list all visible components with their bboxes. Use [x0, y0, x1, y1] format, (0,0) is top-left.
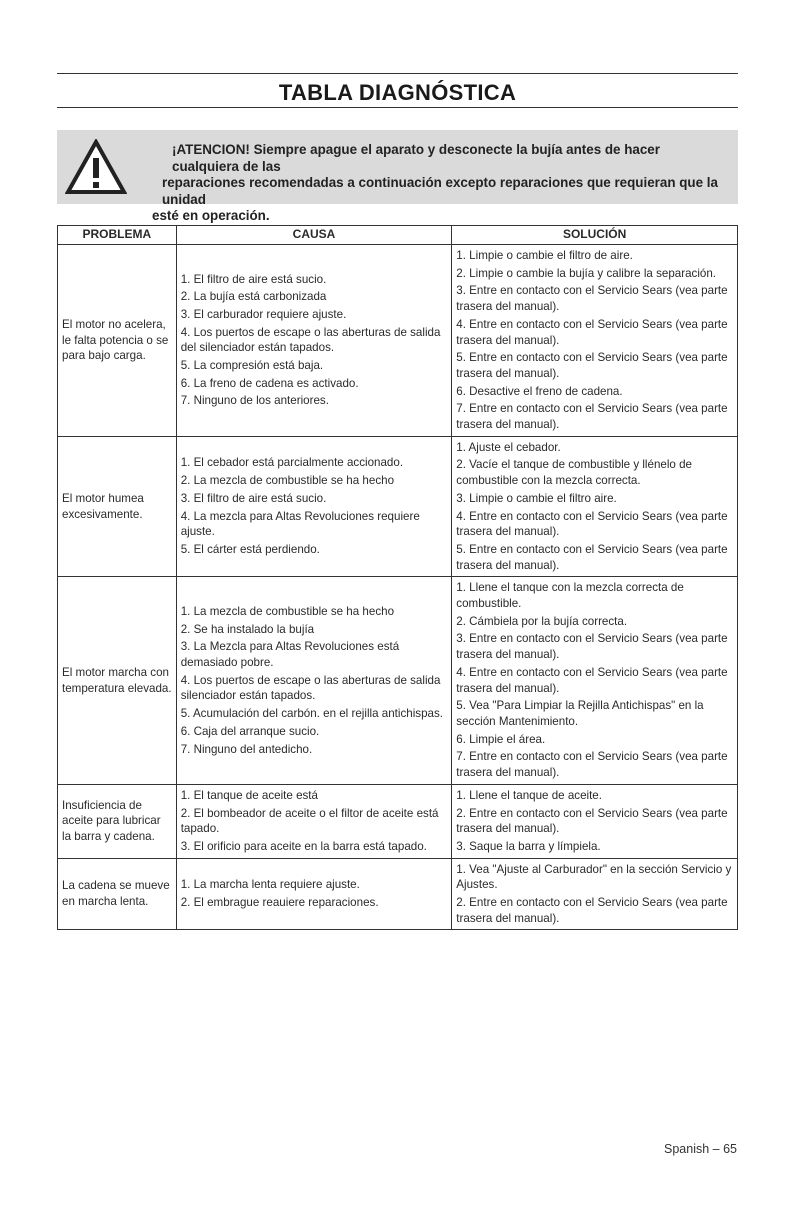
warning-box: [57, 130, 738, 223]
solution-item: 2. Cámbiela por la bujía correcta.: [456, 614, 628, 628]
solution-cell: [452, 858, 738, 930]
cause-item: 2. El bombeador de aceite o el filtor de aceite está tapado.: [180, 806, 439, 836]
solution-item: 3. Entre en contacto con el Servicio Sears (vea parte trasera del manual).: [456, 284, 728, 314]
cause-item: 3. El carburador requiere ajuste.: [180, 307, 347, 321]
top-rule: [57, 73, 738, 74]
cause-item: 6. La freno de cadena es activado.: [180, 376, 359, 390]
cause-item: 4. Los puertos de escape o las aberturas de salida silenciador están tapados.: [180, 673, 441, 703]
solution-item: 2. Vacíe el tanque de combustible y llénelo de combustible con la mezcla correcta.: [456, 458, 692, 488]
cause-item: 1. La marcha lenta requiere ajuste.: [180, 878, 360, 892]
header-problema: PROBLEMA: [58, 226, 177, 245]
solution-item: 1. Ajuste el cebador.: [456, 440, 561, 454]
warning-line-3: esté en operación.: [152, 208, 270, 223]
cause-item: 5. La compresión está baja.: [180, 359, 324, 373]
solution-cell: [452, 784, 738, 858]
table-header-row: [58, 226, 738, 245]
solution-cell: [452, 245, 738, 437]
warning-text: [152, 142, 728, 225]
page-title: TABLA DIAGNÓSTICA: [278, 80, 517, 105]
solution-item: 1. Vea "Ajuste al Carburador" en la sección Servicio y Ajustes.: [456, 862, 732, 892]
page-footer: Spanish – 65: [664, 1142, 737, 1156]
cause-item: 1. La mezcla de combustible se ha hecho: [180, 604, 395, 618]
header-solucion: SOLUCIÓN: [452, 226, 738, 245]
cause-item: 4. La mezcla para Altas Revoluciones requiere ajuste.: [180, 509, 420, 539]
cause-cell: [176, 577, 452, 784]
solution-item: 5. Entre en contacto con el Servicio Sears (vea parte trasera del manual).: [456, 542, 728, 572]
table-body: [58, 245, 738, 930]
solution-item: 4. Entre en contacto con el Servicio Sears (vea parte trasera del manual).: [456, 665, 728, 695]
header-causa: CAUSA: [176, 226, 452, 245]
solution-cell: [452, 577, 738, 784]
cause-item: 2. Se ha instalado la bujía: [180, 622, 315, 636]
cause-item: 4. Los puertos de escape o las aberturas de salida del silenciador están tapados.: [180, 325, 441, 355]
problem-cell: Insuficiencia de aceite para lubricar la barra y cadena.: [58, 784, 177, 858]
cause-item: 1. El filtro de aire está sucio.: [180, 272, 327, 286]
cause-item: 6. Caja del arranque sucio.: [180, 724, 320, 738]
cause-item: 3. El filtro de aire está sucio.: [180, 491, 327, 505]
problem-cell: El motor marcha con temperatura elevada.: [58, 577, 177, 784]
solution-item: 5. Entre en contacto con el Servicio Sears (vea parte trasera del manual).: [456, 351, 728, 380]
solution-item: 4. Entre en contacto con el Servicio Sears (vea parte trasera del manual).: [456, 317, 728, 347]
cause-item: 2. El embrague reauiere reparaciones.: [180, 896, 379, 910]
cause-item: 2. La mezcla de combustible se ha hecho: [180, 474, 395, 488]
problem-cell: El motor humea excesivamente.: [58, 436, 177, 577]
solution-item: 4. Entre en contacto con el Servicio Sears (vea parte trasera del manual).: [456, 509, 728, 539]
table-row: [58, 436, 738, 577]
table-row: [58, 784, 738, 858]
solution-item: 5. Vea "Para Limpiar la Rejilla Antichispas" en la sección Mantenimiento.: [456, 699, 704, 728]
solution-item: 3. Limpie o cambie el filtro aire.: [456, 491, 617, 505]
solution-item: 6. Limpie el área.: [456, 732, 546, 746]
cause-item: 1. El tanque de aceite está: [180, 788, 318, 802]
solution-item: 1. Limpie o cambie el filtro de aire.: [456, 249, 633, 262]
cause-item: 5. El cárter está perdiendo.: [180, 542, 320, 556]
solution-item: 2. Entre en contacto con el Servicio Sears (vea parte trasera del manual).: [456, 896, 728, 925]
problem-cell: La cadena se mueve en marcha lenta.: [58, 858, 177, 930]
cause-item: 2. La bujía está carbonizada: [180, 290, 327, 304]
solution-item: 3. Entre en contacto con el Servicio Sears (vea parte trasera del manual).: [456, 632, 728, 662]
solution-item: 6. Desactive el freno de cadena.: [456, 384, 623, 398]
cause-cell: [176, 245, 452, 437]
diagnostic-table: [57, 225, 738, 930]
table-row: [58, 858, 738, 930]
cause-item: 7. Ninguno de los anteriores.: [180, 394, 329, 408]
cause-item: 3. El orificio para aceite en la barra está tapado.: [180, 839, 427, 853]
problem-cell: El motor no acelera, le falta potencia o se para bajo carga.: [58, 245, 177, 437]
solution-item: 7. Entre en contacto con el Servicio Sears (vea parte trasera del manual).: [456, 750, 728, 780]
solution-item: 1. Llene el tanque de aceite.: [456, 788, 602, 802]
warning-triangle-icon: [65, 139, 127, 195]
cause-cell: [176, 784, 452, 858]
table-row: [58, 245, 738, 437]
solution-cell: [452, 436, 738, 577]
title-underline: [57, 107, 738, 108]
solution-item: 3. Saque la barra y límpiela.: [456, 839, 601, 853]
cause-item: 5. Acumulación del carbón. en el rejilla antichispas.: [180, 707, 443, 721]
solution-item: 7. Entre en contacto con el Servicio Sears (vea parte trasera del manual).: [456, 402, 728, 432]
warning-line-2: reparaciones recomendadas a continuación excepto reparaciones que requieran que la unidad: [162, 175, 718, 207]
solution-item: 1. Llene el tanque con la mezcla correcta de combustible.: [456, 581, 684, 611]
cause-item: 3. La Mezcla para Altas Revoluciones está demasiado pobre.: [180, 640, 400, 670]
warning-line-1: Siempre apague el aparato y desconecte la bujía antes de hacer cualquiera de las: [172, 142, 660, 174]
cause-item: 1. El cebador está parcialmente accionado.: [180, 456, 404, 470]
solution-item: 2. Entre en contacto con el Servicio Sears (vea parte trasera del manual).: [456, 806, 728, 836]
solution-item: 2. Limpie o cambie la bujía y calibre la separación.: [456, 266, 717, 280]
cause-cell: [176, 436, 452, 577]
warning-lead: ¡ATENCION!: [172, 142, 250, 157]
cause-item: 7. Ninguno del antedicho.: [180, 742, 313, 756]
table-row: [58, 577, 738, 784]
cause-cell: [176, 858, 452, 930]
